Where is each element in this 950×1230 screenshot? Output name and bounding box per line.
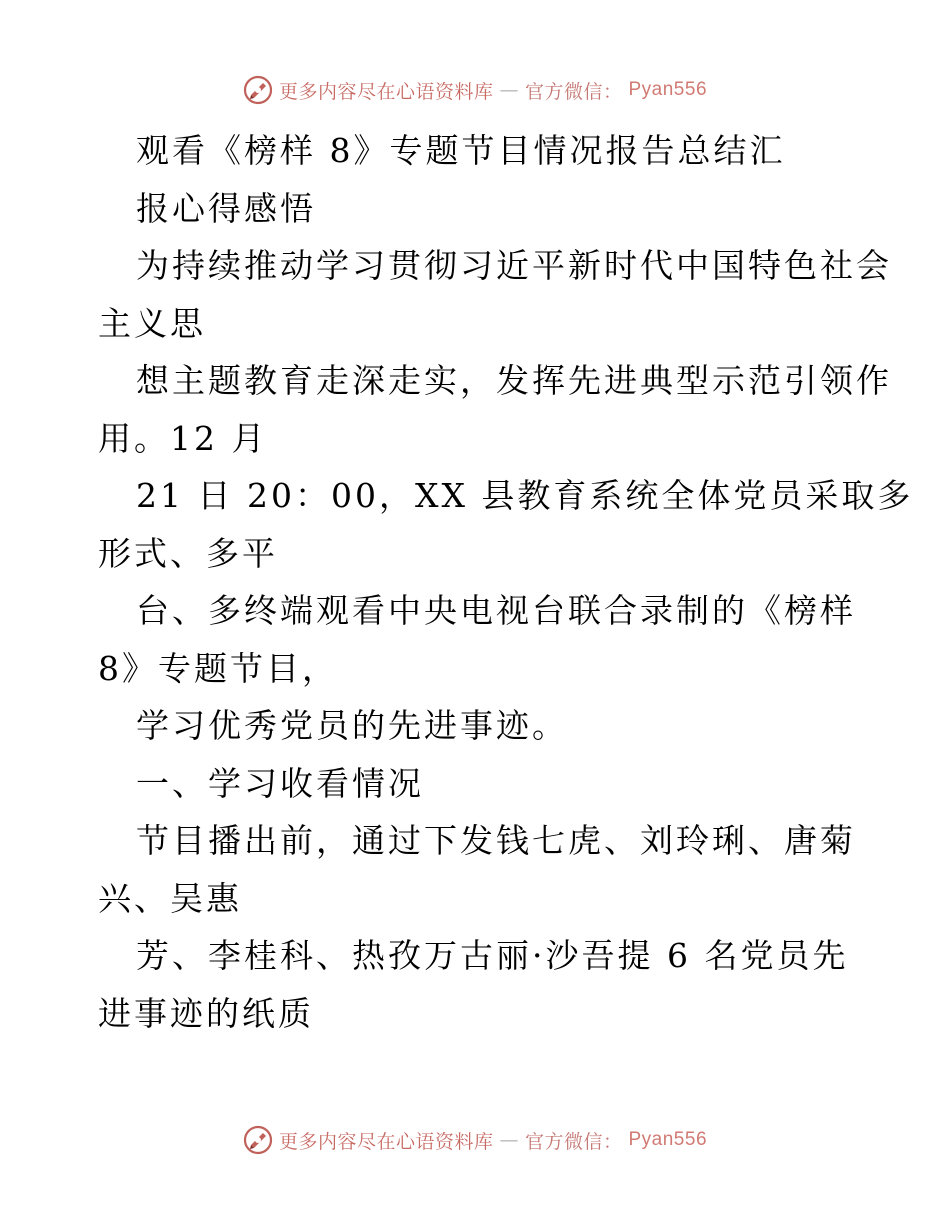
header-banner-content — [243, 75, 707, 105]
document-title-line-2: 报心得感悟 — [136, 188, 316, 228]
banner-wechat-id: Pyan556 — [628, 1129, 708, 1150]
footer-banner — [0, 1120, 950, 1160]
paragraph-line: 芳、李桂科、热孜万古丽·沙吾提 6 名党员先 — [136, 936, 849, 975]
banner-separator: — — [499, 1129, 519, 1151]
paragraph-line: 台、多终端观看中央电视台联合录制的《榜样 — [136, 591, 856, 630]
document-body — [0, 122, 950, 1042]
banner-separator: — — [499, 79, 519, 101]
header-banner — [0, 70, 950, 110]
document-title-line-1: 观看《榜样 8》专题节目情况报告总结汇 — [136, 131, 786, 170]
paragraph-line: 进事迹的纸质 — [98, 993, 314, 1033]
banner-wechat-label: 官方微信： — [524, 80, 623, 103]
paragraph-line: 21 日 20：00，XX 县教育系统全体党员采取多 — [136, 476, 914, 515]
paragraph-line: 为持续推动学习贯彻习近平新时代中国特色社会 — [136, 246, 892, 285]
paragraph-line: 学习优秀党员的先进事迹。 — [136, 706, 568, 745]
banner-wechat-label: 官方微信： — [524, 1130, 623, 1153]
notebook-pen-icon — [243, 1125, 273, 1155]
paragraph-line: 兴、吴惠 — [98, 878, 242, 918]
paragraph-line: 主义思 — [98, 303, 206, 343]
paragraph-line: 形式、多平 — [98, 533, 278, 573]
paragraph-line: 想主题教育走深走实，发挥先进典型示范引领作 — [136, 361, 892, 400]
banner-wechat-id: Pyan556 — [628, 79, 708, 100]
notebook-pen-icon — [243, 75, 273, 105]
paragraph-line: 节目播出前，通过下发钱七虎、刘玲琍、唐菊 — [136, 821, 856, 860]
paragraph-line: 8》专题节目， — [98, 648, 338, 688]
banner-text: 更多内容尽在心语资料库 — [278, 80, 494, 103]
paragraph-line: 用。12 月 — [98, 418, 268, 458]
section-heading: 一、学习收看情况 — [136, 763, 424, 803]
footer-banner-content — [243, 1125, 707, 1155]
banner-text: 更多内容尽在心语资料库 — [278, 1130, 494, 1153]
